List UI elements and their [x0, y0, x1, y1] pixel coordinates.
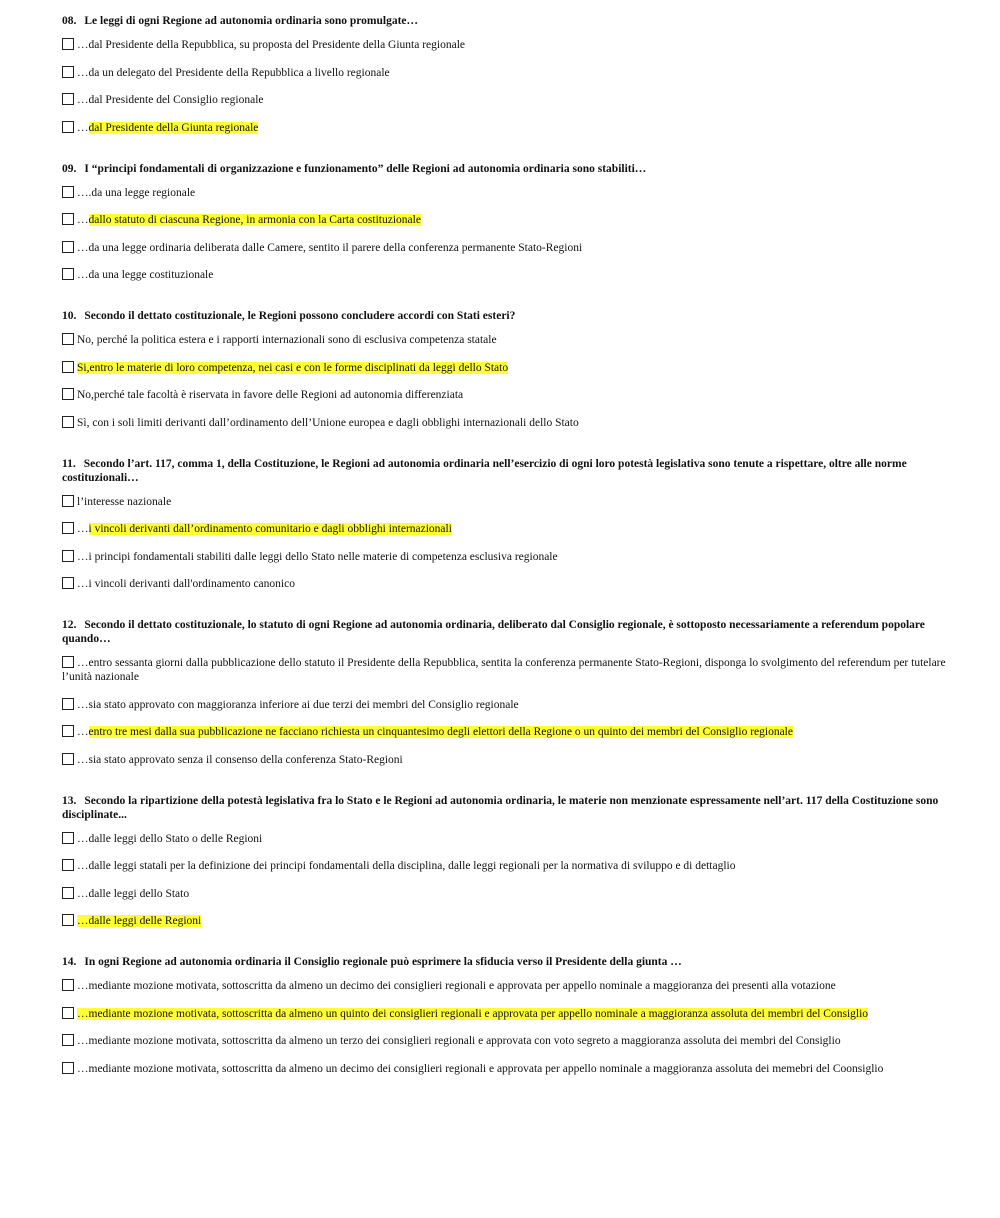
- option-prefix: …: [77, 66, 89, 79]
- option-prefix: …: [77, 657, 89, 669]
- answer-checkbox[interactable]: [62, 887, 74, 899]
- option-text: dal Presidente della Repubblica, su proposta del Presidente della Giunta regionale: [88, 39, 466, 51]
- option-text-highlighted: dal Presidente della Giunta regionale: [88, 121, 259, 134]
- answer-option: [62, 495, 952, 509]
- answer-checkbox[interactable]: [62, 1007, 74, 1019]
- answer-option: [62, 914, 952, 928]
- option-prefix: …: [77, 980, 89, 992]
- question-title: [62, 162, 952, 176]
- option-prefix: …: [77, 94, 89, 106]
- option-prefix: …: [77, 578, 89, 590]
- answer-option: [62, 656, 952, 684]
- document-page: [62, 14, 952, 1103]
- question-title: [62, 309, 952, 323]
- answer-option: [62, 832, 952, 846]
- answer-checkbox[interactable]: [62, 66, 74, 78]
- answer-option: [62, 698, 952, 712]
- option-prefix: …: [77, 121, 89, 134]
- option-text: l’interesse nazionale: [77, 495, 172, 508]
- answer-checkbox[interactable]: [62, 495, 74, 507]
- question-number: 12.: [62, 619, 77, 631]
- answer-checkbox[interactable]: [62, 361, 74, 373]
- question-text: In ogni Regione ad autonomia ordinaria il Consiglio regionale può esprimere la sfiducia verso il Presidente della giunta …: [84, 956, 682, 968]
- question-11: [62, 457, 952, 592]
- question-title: [62, 457, 952, 485]
- option-prefix: …: [77, 860, 89, 872]
- question-10: [62, 309, 952, 430]
- answer-checkbox[interactable]: [62, 914, 74, 926]
- answer-option: [62, 241, 952, 255]
- answer-checkbox[interactable]: [62, 416, 74, 428]
- option-text-highlighted: …mediante mozione motivata, sottoscritta da almeno un quinto dei consiglieri regionali e approvata per appello nominale a maggioranza assoluta dei membri del Consiglio: [77, 1007, 869, 1020]
- option-text-highlighted: Si,entro le materie di loro competenza, nei casi e con le forme disciplinati da leggi dello Stato: [77, 361, 509, 374]
- question-text: Secondo il dettato costituzionale, lo statuto di ogni Regione ad autonomia ordinaria, deliberato dal Consiglio regionale, è sottoposto necessariamente a referendum popolare quando…: [62, 619, 925, 645]
- option-text: dalle leggi dello Stato o delle Regioni: [88, 832, 263, 845]
- option-prefix: …: [77, 1062, 89, 1075]
- option-prefix: …: [77, 1035, 89, 1047]
- question-text: Secondo l’art. 117, comma 1, della Costituzione, le Regioni ad autonomia ordinaria nell’esercizio di ogni loro potestà legislativa sono tenute a rispettare, oltre alle norme costituzionali…: [62, 457, 907, 484]
- answer-option: [62, 38, 952, 52]
- question-number: 11.: [62, 457, 76, 470]
- answer-option: [62, 1062, 952, 1076]
- question-text: Le leggi di ogni Regione ad autonomia ordinaria sono promulgate…: [84, 15, 419, 27]
- option-prefix: …: [77, 523, 89, 535]
- answer-checkbox[interactable]: [62, 186, 74, 198]
- question-08: [62, 14, 952, 135]
- option-text: Sì, con i soli limiti derivanti dall’ordinamento dell’Unione europea e dagli obblighi internazionali dello Stato: [77, 416, 579, 429]
- answer-option: [62, 887, 952, 901]
- answer-checkbox[interactable]: [62, 725, 74, 737]
- answer-option: [62, 121, 952, 135]
- answer-checkbox[interactable]: [62, 577, 74, 589]
- answer-option: [62, 93, 952, 107]
- answer-option: [62, 66, 952, 80]
- question-12: [62, 618, 952, 767]
- option-text: dalle leggi statali per la definizione dei principi fondamentali della disciplina, dalle leggi regionali per la normativa di sviluppo e di dettaglio: [88, 860, 736, 872]
- answer-option: [62, 186, 952, 200]
- question-number: 14.: [62, 956, 77, 968]
- question-text: I “principi fondamentali di organizzazione e funzionamento” delle Regioni ad autonomia ordinaria sono stabiliti…: [84, 162, 647, 175]
- option-text: i principi fondamentali stabiliti dalle leggi dello Stato nelle materie di competenza esclusiva regionale: [88, 550, 558, 563]
- question-title: [62, 14, 952, 28]
- answer-option: [62, 522, 952, 536]
- option-text: entro sessanta giorni dalla pubblicazione dello statuto il Presidente della Repubblica, sentita la conferenza permanente Stato-Regioni, disponga lo svolgimento del referendum per tutelare l’unità nazionale: [62, 657, 946, 683]
- option-text: No, perché la politica estera e i rapporti internazionali sono di esclusiva competenza statale: [77, 334, 497, 346]
- option-text: dalle leggi dello Stato: [88, 887, 190, 900]
- option-text: mediante mozione motivata, sottoscritta da almeno un decimo dei consiglieri regionali e approvata per appello nominale a maggioranza dei presenti alla votazione: [88, 980, 836, 992]
- answer-option: [62, 1007, 952, 1021]
- question-title: [62, 794, 952, 822]
- answer-option: [62, 333, 952, 347]
- option-text: mediante mozione motivata, sottoscritta da almeno un decimo dei consiglieri regionali e approvata per appello nominale a maggioranza assoluta dei memebri del Coonsiglio: [88, 1062, 884, 1075]
- option-text: sia stato approvato con maggioranza inferiore ai due terzi dei membri del Consiglio regionale: [88, 698, 519, 711]
- option-prefix: …: [77, 214, 89, 226]
- answer-option: [62, 577, 952, 591]
- answer-checkbox[interactable]: [62, 121, 74, 133]
- answer-checkbox[interactable]: [62, 1034, 74, 1046]
- answer-checkbox[interactable]: [62, 550, 74, 562]
- answer-checkbox[interactable]: [62, 832, 74, 844]
- option-text-highlighted: dallo statuto di ciascuna Regione, in armonia con la Carta costituzionale: [88, 214, 421, 226]
- option-prefix: …: [77, 753, 89, 766]
- option-text: mediante mozione motivata, sottoscritta da almeno un terzo dei consiglieri regionali e approvata con voto segreto a maggioranza assoluta dei membri del Consiglio: [88, 1035, 841, 1047]
- answer-checkbox[interactable]: [62, 656, 74, 668]
- option-prefix: …: [77, 698, 89, 711]
- option-prefix: ….: [77, 186, 92, 199]
- answer-checkbox[interactable]: [62, 859, 74, 871]
- option-text: da una legge ordinaria deliberata dalle Camere, sentito il parere della conferenza permanente Stato-Regioni: [88, 241, 583, 254]
- question-title: [62, 618, 952, 646]
- answer-checkbox[interactable]: [62, 93, 74, 105]
- answer-checkbox[interactable]: [62, 268, 74, 280]
- option-prefix: …: [77, 550, 89, 563]
- option-prefix: …: [77, 39, 89, 51]
- answer-checkbox[interactable]: [62, 522, 74, 534]
- option-text-highlighted: …dalle leggi delle Regioni: [77, 915, 202, 927]
- answer-checkbox[interactable]: [62, 241, 74, 253]
- question-13: [62, 794, 952, 929]
- answer-option: [62, 388, 952, 402]
- answer-option: [62, 268, 952, 282]
- answer-option: [62, 859, 952, 873]
- answer-option: [62, 979, 952, 993]
- answer-option: [62, 725, 952, 739]
- question-number: 09.: [62, 162, 77, 175]
- question-number: 08.: [62, 15, 77, 27]
- option-text: dal Presidente del Consiglio regionale: [88, 94, 264, 106]
- answer-option: [62, 550, 952, 564]
- question-list: [62, 14, 952, 1076]
- option-prefix: …: [77, 241, 89, 254]
- answer-option: [62, 753, 952, 767]
- answer-option: [62, 416, 952, 430]
- option-text-highlighted: entro tre mesi dalla sua pubblicazione ne facciano richiesta un cinquantesimo degli elettori della Regione o un quinto dei membri del Consiglio regionale: [88, 726, 793, 738]
- answer-option: [62, 213, 952, 227]
- option-text: i vincoli derivanti dall'ordinamento canonico: [88, 578, 295, 590]
- option-prefix: …: [77, 726, 89, 738]
- option-prefix: …: [77, 832, 89, 845]
- option-text: da un delegato del Presidente della Repubblica a livello regionale: [88, 66, 390, 79]
- answer-checkbox[interactable]: [62, 213, 74, 225]
- question-text: Secondo il dettato costituzionale, le Regioni possono concludere accordi con Stati esteri?: [84, 310, 516, 322]
- answer-checkbox[interactable]: [62, 753, 74, 765]
- answer-checkbox[interactable]: [62, 698, 74, 710]
- answer-checkbox[interactable]: [62, 333, 74, 345]
- answer-option: [62, 1034, 952, 1048]
- question-09: [62, 162, 952, 283]
- option-text: sia stato approvato senza il consenso della conferenza Stato-Regioni: [88, 753, 403, 766]
- answer-option: [62, 361, 952, 375]
- answer-checkbox[interactable]: [62, 1062, 74, 1074]
- option-text-highlighted: i vincoli derivanti dall’ordinamento comunitario e dagli obblighi internazionali: [88, 523, 452, 535]
- question-14: [62, 955, 952, 1076]
- answer-checkbox[interactable]: [62, 38, 74, 50]
- option-text: da una legge costituzionale: [88, 269, 214, 281]
- question-number: 10.: [62, 310, 77, 322]
- option-prefix: …: [77, 269, 89, 281]
- answer-checkbox[interactable]: [62, 979, 74, 991]
- option-text: da una legge regionale: [91, 186, 196, 199]
- question-title: [62, 955, 952, 969]
- question-number: 13.: [62, 794, 77, 807]
- option-prefix: …: [77, 887, 89, 900]
- question-text: Secondo la ripartizione della potestà legislativa fra lo Stato e le Regioni ad autonomia ordinaria, le materie non menzionate espressamente nell’art. 117 della Costituzione sono disciplinate...: [62, 794, 939, 821]
- option-text: No,perché tale facoltà è riservata in favore delle Regioni ad autonomia differenziata: [77, 389, 464, 401]
- answer-checkbox[interactable]: [62, 388, 74, 400]
